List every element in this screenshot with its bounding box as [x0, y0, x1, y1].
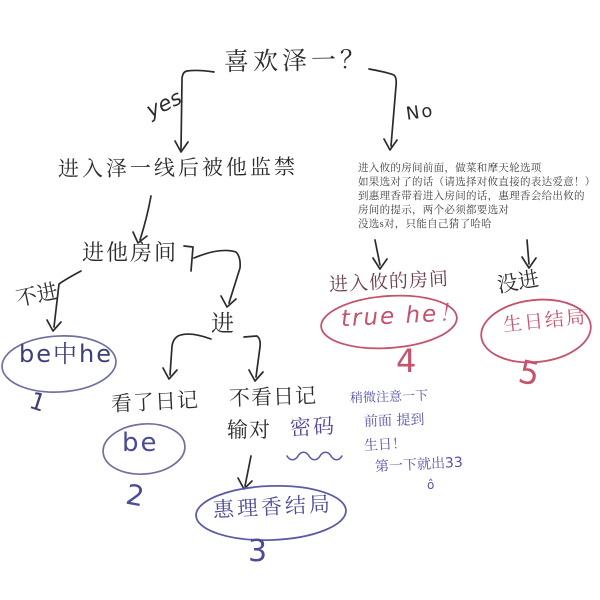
ending5-label: 生日结局	[502, 305, 588, 337]
node-not-enter-you: 没进	[495, 266, 541, 298]
arrow-password-to-ending3	[238, 456, 252, 489]
arrow-result-to-room	[133, 196, 151, 243]
ending3-label: 惠理香结局	[212, 491, 334, 523]
ending5-number: 5	[515, 352, 544, 394]
ending2-label: be	[122, 428, 159, 458]
branch-label-no: No	[404, 100, 436, 125]
arrow-info-to-notenter	[522, 240, 536, 268]
note-line: 第一下就出33	[374, 454, 464, 476]
bracket-after-room	[184, 246, 193, 271]
info-line: 到惠理香带着进入房间的话，惠理香会给出攸的	[358, 191, 585, 202]
node-enter: 进	[211, 311, 234, 337]
node-not-enter: 不进	[13, 278, 60, 312]
ending4-number: 4	[396, 342, 417, 380]
node-password-prefix: 输对	[227, 418, 271, 442]
ending1-number: 1	[26, 386, 50, 418]
connector-room-to-enter	[194, 250, 240, 307]
node-password: 密码	[289, 413, 337, 441]
node-not-read-diary: 不看日记	[228, 383, 318, 411]
info-line: 没选s对，只能自己猜了哈哈	[358, 219, 492, 230]
connector-enter-to-notread	[244, 336, 263, 381]
ending4-label: true he！	[340, 299, 464, 333]
note-line: 稍微注意一下	[349, 388, 429, 407]
note-face: ô	[427, 478, 435, 492]
connector-no-branch	[369, 69, 397, 150]
wavy-underline-password	[287, 452, 342, 460]
info-line: 如果选对了的话（请选择对攸直接的表达爱意！）	[358, 177, 596, 188]
root-question: 喜欢泽一？	[223, 44, 370, 77]
node-yes-result: 进入泽一线后被他监禁	[57, 154, 299, 182]
connector-yes-branch	[175, 70, 214, 152]
ending1-label: be中he	[19, 340, 113, 368]
no-branch-info-block	[358, 162, 600, 232]
ending3-number: 3	[248, 534, 268, 569]
info-line: 房间的提示，两个必须都要选对	[358, 205, 510, 216]
info-line: 进入攸的房间前面，做菜和摩天轮选项	[358, 163, 542, 174]
branch-label-yes: yes	[142, 85, 186, 123]
node-enter-his-room: 进他房间	[82, 241, 179, 266]
arrow-info-to-enterroom	[373, 240, 387, 269]
node-enter-you-room: 进入攸的房间	[328, 267, 450, 297]
ending2-number: 2	[123, 477, 147, 514]
node-read-diary: 看了日记	[110, 387, 200, 417]
connector-enter-to-readdiary	[163, 334, 211, 379]
note-line: 生日！	[363, 435, 407, 455]
note-line: 前面 提到	[363, 411, 425, 431]
